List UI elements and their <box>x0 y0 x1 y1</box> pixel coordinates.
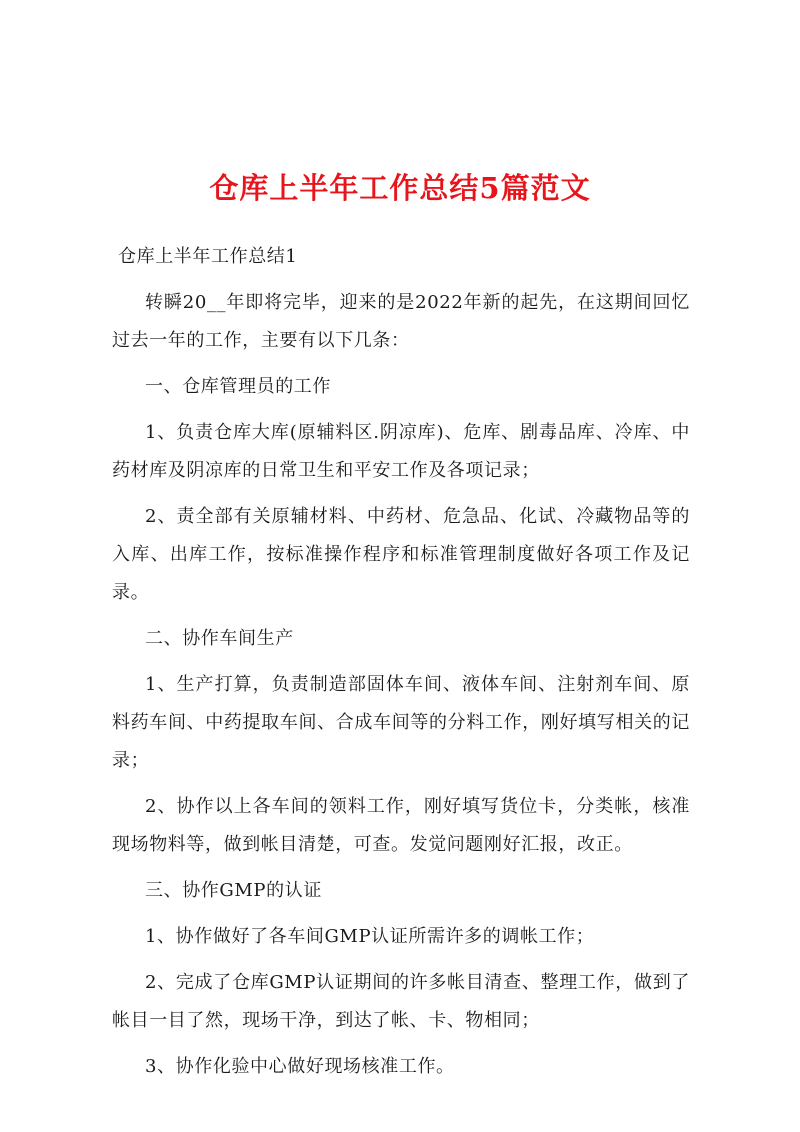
subtitle-paragraph: 仓库上半年工作总结1 <box>118 246 298 267</box>
list-paragraph: 2、责全部有关原辅材料、中药材、危急品、化试、冷藏物品等的入库、出库工作，按标准操作程序和标准管理制度做好各项工作及记录。 <box>112 506 690 603</box>
document-body <box>112 238 690 1094</box>
list-paragraph: 3、协作化验中心做好现场核准工作。 <box>145 1056 455 1077</box>
document-title: 仓库上半年工作总结5篇范文 <box>209 171 591 205</box>
intro-paragraph: 转瞬20__年即将完毕，迎来的是2022年新的起先，在这期间回忆过去一年的工作，主要有以下几条： <box>112 292 690 351</box>
list-paragraph: 1、生产打算，负责制造部固体车间、液体车间、注射剂车间、原料药车间、中药提取车间、合成车间等的分料工作，刚好填写相关的记录； <box>112 674 690 771</box>
list-paragraph: 1、负责仓库大库(原辅料区.阴凉库)、危库、剧毒品库、冷库、中药材库及阴凉库的日常卫生和平安工作及各项记录； <box>112 422 690 481</box>
section-heading: 一、仓库管理员的工作 <box>145 376 331 397</box>
section-heading: 三、协作GMP的认证 <box>145 880 322 901</box>
list-paragraph: 1、协作做好了各车间GMP认证所需许多的调帐工作； <box>145 926 595 947</box>
section-heading: 二、协作车间生产 <box>145 628 294 649</box>
list-paragraph: 2、完成了仓库GMP认证期间的许多帐目清查、整理工作，做到了帐目一目了然，现场干净，到达了帐、卡、物相同； <box>112 972 690 1031</box>
list-paragraph: 2、协作以上各车间的领料工作，刚好填写货位卡，分类帐，核准现场物料等，做到帐目清楚，可查。发觉问题刚好汇报，改正。 <box>112 796 690 855</box>
